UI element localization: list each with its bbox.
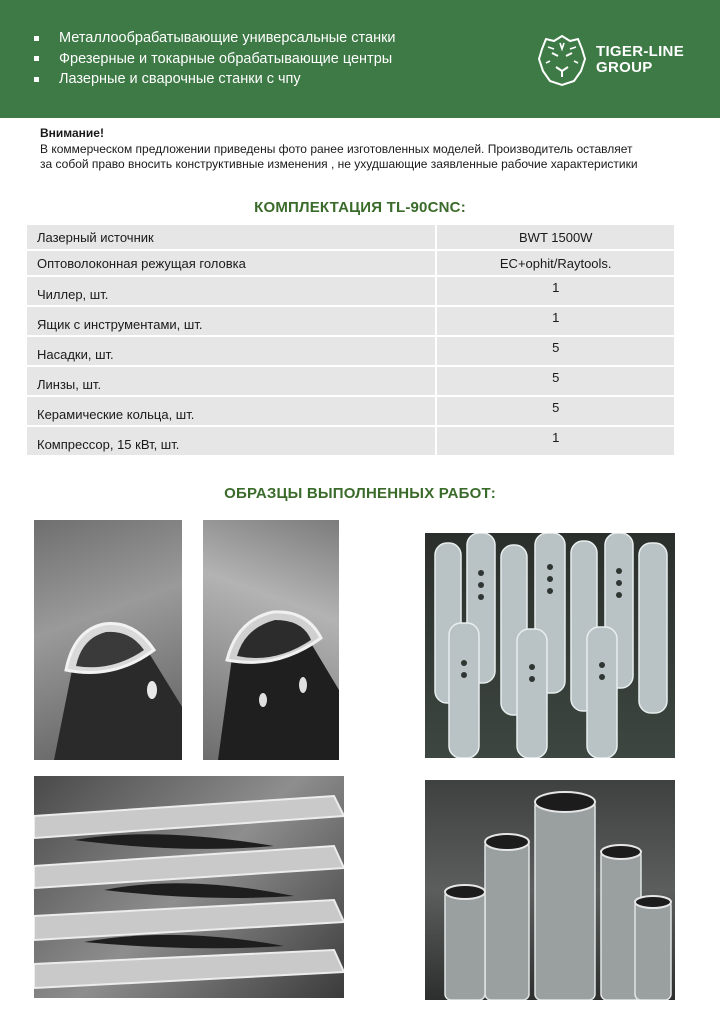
tiger-head-icon [536,33,588,87]
notice-title: Внимание! [40,126,104,140]
spec-label: Оптоволоконная режущая головка [27,251,435,275]
bullet-icon [34,77,39,82]
notice-block [40,126,640,173]
spec-value: 1 [435,427,674,455]
spec-label: Линзы, шт. [27,367,435,395]
samples-section-title: ОБРАЗЦЫ ВЫПОЛНЕННЫХ РАБОТ: [224,485,496,502]
brand-name: TIGER-LINE GROUP [596,43,684,76]
sample-photo-perforated-tubes [425,533,675,758]
table-row [27,427,674,455]
bullet-icon [34,56,39,61]
header-bullet-list [34,28,396,90]
spec-label: Керамические кольца, шт. [27,397,435,425]
sample-photo-cut-pipes [34,776,344,998]
spec-value: 1 [435,307,674,335]
table-row [27,277,674,305]
bullet-icon [34,36,39,41]
spec-label: Лазерный источник [27,225,435,249]
spec-section-title: КОМПЛЕКТАЦИЯ TL-90CNC: [254,199,466,216]
table-row [27,397,674,425]
table-row [27,307,674,335]
sample-photo-triangular-tube-1 [34,520,182,760]
header-banner [0,0,720,118]
spec-value: EC+ophit/Raytools. [435,251,674,275]
spec-label: Компрессор, 15 кВт, шт. [27,427,435,455]
spec-table [27,223,674,457]
spec-label: Ящик с инструментами, шт. [27,307,435,335]
table-row [27,367,674,395]
spec-value: 5 [435,397,674,425]
company-logo [536,30,696,90]
table-row [27,337,674,365]
spec-value: BWT 1500W [435,225,674,249]
spec-value: 1 [435,277,674,305]
table-row [27,251,674,275]
sample-photo-triangular-tube-2 [203,520,339,760]
table-row [27,225,674,249]
sample-photo-angled-pipes [425,780,675,1000]
header-bullet: Лазерные и сварочные станки с чпу [34,69,396,90]
spec-value: 5 [435,337,674,365]
notice-text: В коммерческом предложении приведены фото ранее изготовленных моделей. Производитель оставляет за собой право вносить конструктивные изменения , не ухудшающие заявленные рабочие характеристики [40,141,638,171]
spec-value: 5 [435,367,674,395]
spec-label: Насадки, шт. [27,337,435,365]
header-bullet: Фрезерные и токарные обрабатывающие центры [34,49,396,70]
header-bullet: Металлообрабатывающие универсальные станки [34,28,396,49]
spec-label: Чиллер, шт. [27,277,435,305]
